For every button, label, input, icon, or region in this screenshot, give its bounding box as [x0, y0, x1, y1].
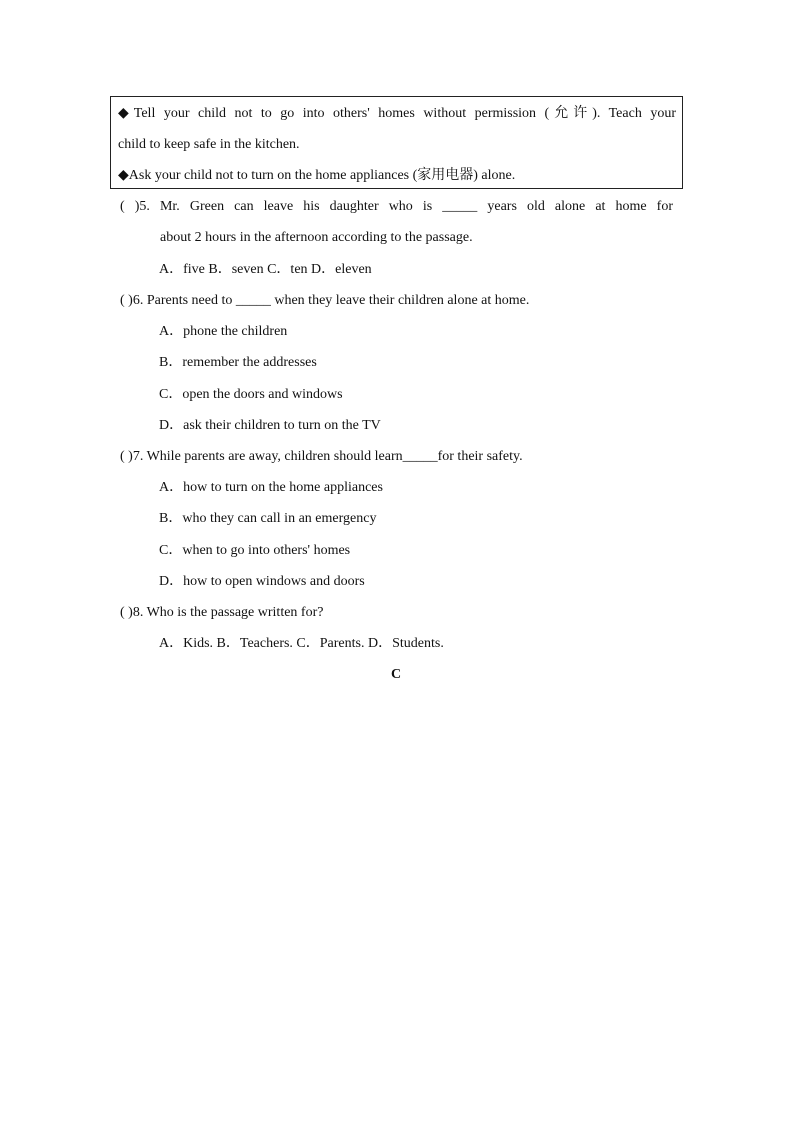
question-8-options: A．Kids. B．Teachers. C．Parents. D．Students.: [159, 636, 444, 651]
question-7-option-c: C．when to go into others' homes: [159, 543, 351, 558]
tips-box: [110, 96, 683, 189]
question-5-stem: ( )5. Mr. Green can leave his daughter who is _____ years old alone at home for: [120, 199, 673, 214]
question-6-option-c: C．open the doors and windows: [159, 387, 343, 402]
question-5-options: A．five B．seven C．ten D．eleven: [159, 262, 372, 277]
question-6-option-b: B．remember the addresses: [159, 355, 317, 370]
section-heading-c: C: [391, 667, 402, 682]
tip-line-2: child to keep safe in the kitchen.: [118, 137, 300, 152]
question-6-stem: ( )6. Parents need to _____ when they leave their children alone at home.: [120, 293, 530, 308]
question-7-option-b: B．who they can call in an emergency: [159, 511, 377, 526]
question-6-option-a: A．phone the children: [159, 324, 288, 339]
tip-line-3: ◆Ask your child not to turn on the home appliances (家用电器) alone.: [118, 168, 516, 183]
question-7-option-d: D．how to open windows and doors: [159, 574, 365, 589]
question-6-option-d: D．ask their children to turn on the TV: [159, 418, 381, 433]
question-5-stem-continued: about 2 hours in the afternoon according to the passage.: [160, 230, 473, 245]
question-8-stem: ( )8. Who is the passage written for?: [120, 605, 324, 620]
question-7-stem: ( )7. While parents are away, children should learn_____for their safety.: [120, 449, 523, 464]
tip-line-1: ◆Tell your child not to go into others' homes without permission (允许). Teach your: [118, 106, 676, 121]
question-7-option-a: A．how to turn on the home appliances: [159, 480, 383, 495]
